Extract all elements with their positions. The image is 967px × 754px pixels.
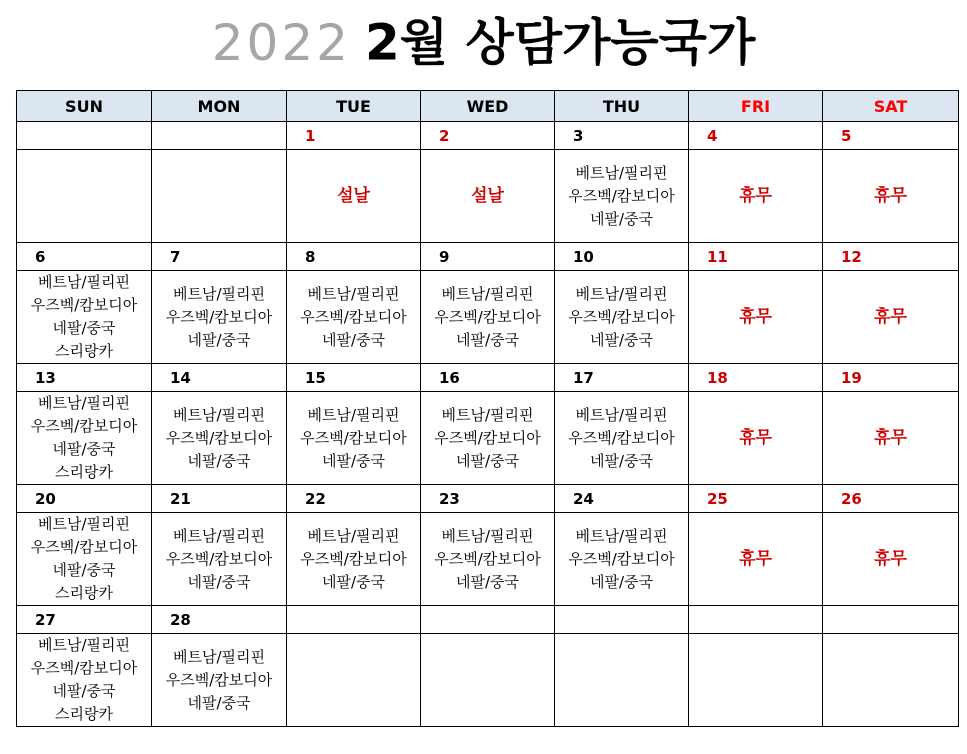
country-line: 베트남/필리핀 [38,515,130,533]
date-countries [555,634,689,727]
country-line: 우즈벡/캄보디아 [165,428,273,447]
date-status: 휴무 [689,271,823,364]
date-number [152,122,287,150]
date-number [287,606,421,634]
country-line: 네팔/중국 [187,451,251,470]
date-number: 8 [287,243,421,271]
country-line: 네팔/중국 [589,330,653,349]
date-countries [17,271,152,364]
date-status: 휴무 [823,513,959,606]
date-number-row [17,122,959,150]
country-line: 네팔/중국 [321,572,385,591]
date-countries [287,513,421,606]
country-line: 스리랑카 [55,463,113,481]
date-number: 16 [421,364,555,392]
country-line: 우즈벡/캄보디아 [434,428,541,447]
date-number: 14 [152,364,287,392]
date-content-row [17,150,959,243]
date-countries [555,271,689,364]
date-number-row [17,606,959,634]
country-line: 우즈벡/캄보디아 [165,670,273,689]
date-number: 21 [152,485,287,513]
country-line: 네팔/중국 [455,330,519,349]
date-number: 27 [17,606,152,634]
country-line: 네팔/중국 [321,330,385,349]
date-number [689,606,823,634]
country-line: 베트남/필리핀 [441,405,534,424]
country-line: 스리랑카 [55,705,113,723]
country-line: 베트남/필리핀 [173,405,265,424]
country-line: 베트남/필리핀 [441,284,534,303]
country-line: 우즈벡/캄보디아 [568,186,675,205]
date-countries [287,392,421,485]
country-line: 네팔/중국 [187,693,251,712]
date-content-row [17,392,959,485]
date-countries [287,634,421,727]
country-line: 우즈벡/캄보디아 [165,549,273,568]
date-countries [421,513,555,606]
date-number: 17 [555,364,689,392]
country-line: 우즈벡/캄보디아 [568,549,675,568]
country-line: 베트남/필리핀 [575,163,668,182]
date-countries [689,634,823,727]
country-line: 베트남/필리핀 [173,526,265,545]
date-countries [421,634,555,727]
date-countries [17,513,152,606]
calendar-table [16,90,959,727]
date-countries [555,150,689,243]
date-number-row [17,364,959,392]
country-line: 우즈벡/캄보디아 [165,307,273,326]
country-line: 우즈벡/캄보디아 [300,549,407,568]
title-month: 2월 상담가능국가 [364,13,756,72]
date-status: 휴무 [823,150,959,243]
country-line: 우즈벡/캄보디아 [568,307,675,326]
country-line: 우즈벡/캄보디아 [30,296,138,314]
country-line: 우즈벡/캄보디아 [434,307,541,326]
weekday-sat: SAT [823,91,959,122]
date-number: 7 [152,243,287,271]
country-line: 네팔/중국 [52,440,116,458]
country-line: 스리랑카 [55,342,113,360]
country-line: 우즈벡/캄보디아 [300,307,407,326]
weekday-thu: THU [555,91,689,122]
date-number: 26 [823,485,959,513]
date-number: 24 [555,485,689,513]
date-content-row [17,513,959,606]
country-line: 베트남/필리핀 [575,284,668,303]
country-line: 우즈벡/캄보디아 [434,549,541,568]
country-line: 우즈벡/캄보디아 [568,428,675,447]
date-number [421,606,555,634]
date-number-row [17,243,959,271]
date-countries [152,150,287,243]
date-number [823,606,959,634]
country-line: 우즈벡/캄보디아 [30,417,138,435]
country-line: 네팔/중국 [321,451,385,470]
date-status: 휴무 [823,271,959,364]
date-countries [17,392,152,485]
country-line: 베트남/필리핀 [307,526,400,545]
country-line: 우즈벡/캄보디아 [300,428,407,447]
date-number: 23 [421,485,555,513]
date-number: 28 [152,606,287,634]
date-number: 12 [823,243,959,271]
weekday-fri: FRI [689,91,823,122]
date-countries [152,513,287,606]
country-line: 베트남/필리핀 [575,526,668,545]
date-countries [823,634,959,727]
country-line: 베트남/필리핀 [38,636,130,654]
country-line: 베트남/필리핀 [38,394,130,412]
country-line: 우즈벡/캄보디아 [30,538,138,556]
date-countries [555,392,689,485]
date-number [17,122,152,150]
date-number: 11 [689,243,823,271]
date-number: 19 [823,364,959,392]
date-number: 10 [555,243,689,271]
page-title [0,6,967,78]
date-number: 6 [17,243,152,271]
date-countries [555,513,689,606]
country-line: 베트남/필리핀 [441,526,534,545]
date-countries [17,150,152,243]
weekday-sun: SUN [17,91,152,122]
date-number: 13 [17,364,152,392]
country-line: 네팔/중국 [52,561,116,579]
date-number: 18 [689,364,823,392]
date-content-row [17,271,959,364]
date-countries [152,634,287,727]
date-content-row [17,634,959,727]
date-status: 휴무 [689,392,823,485]
country-line: 우즈벡/캄보디아 [30,659,138,677]
date-number [555,606,689,634]
country-line: 네팔/중국 [589,572,653,591]
country-line: 네팔/중국 [455,572,519,591]
date-countries [287,271,421,364]
weekday-mon: MON [152,91,287,122]
date-countries [152,271,287,364]
weekday-header-row [17,91,959,122]
calendar-body [17,122,959,727]
date-number: 3 [555,122,689,150]
date-number-row [17,485,959,513]
country-line: 베트남/필리핀 [38,273,130,291]
date-countries [17,634,152,727]
country-line: 베트남/필리핀 [173,647,265,666]
date-number: 25 [689,485,823,513]
country-line: 베트남/필리핀 [173,284,265,303]
date-number: 9 [421,243,555,271]
weekday-tue: TUE [287,91,421,122]
date-countries [421,271,555,364]
weekday-wed: WED [421,91,555,122]
date-number: 15 [287,364,421,392]
country-line: 베트남/필리핀 [575,405,668,424]
date-number: 1 [287,122,421,150]
date-status: 휴무 [689,513,823,606]
date-countries [421,392,555,485]
country-line: 스리랑카 [55,584,113,602]
date-number: 20 [17,485,152,513]
country-line: 네팔/중국 [455,451,519,470]
date-countries [152,392,287,485]
date-status: 설날 [421,150,555,243]
country-line: 네팔/중국 [52,682,116,700]
date-number: 4 [689,122,823,150]
country-line: 네팔/중국 [52,319,116,337]
country-line: 베트남/필리핀 [307,284,400,303]
country-line: 네팔/중국 [187,572,251,591]
country-line: 네팔/중국 [589,209,653,228]
date-number: 22 [287,485,421,513]
date-number: 2 [421,122,555,150]
country-line: 베트남/필리핀 [307,405,400,424]
date-status: 휴무 [689,150,823,243]
date-status: 설날 [287,150,421,243]
date-number: 5 [823,122,959,150]
date-status: 휴무 [823,392,959,485]
country-line: 네팔/중국 [187,330,251,349]
country-line: 네팔/중국 [589,451,653,470]
title-year: 2022 [211,13,351,72]
